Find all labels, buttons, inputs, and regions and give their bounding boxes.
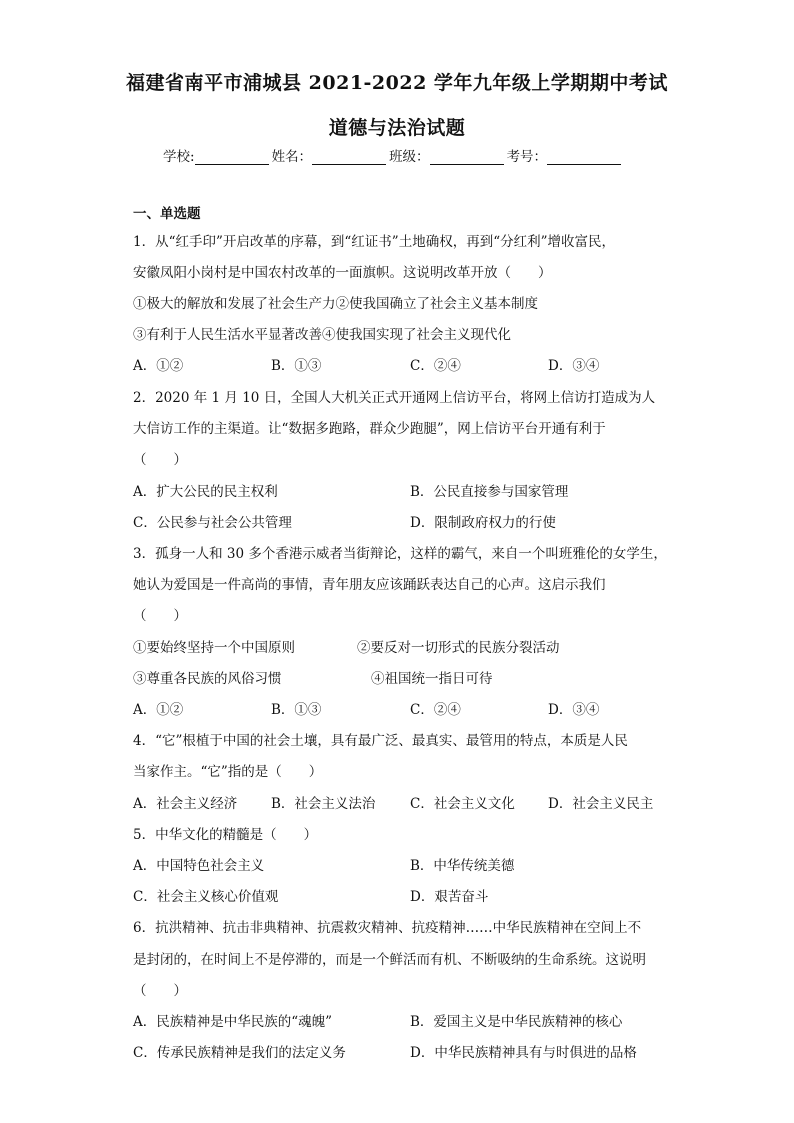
question-1-stem-line-1: 1．从“红手印”开启改革的序幕，到“红证书”土地确权，再到“分红利”增收富民，	[133, 234, 615, 250]
question-2-stem-line-3: （ ）	[133, 452, 187, 468]
exam-no-field	[507, 145, 625, 165]
question-6-stem-line-2: 是封闭的，在时间上不是停滞的，而是一个鲜活而有机、不断吸纳的生命系统。这说明	[133, 952, 646, 968]
question-3-option-d[interactable]: D．③④	[548, 702, 600, 718]
exam-subtitle: 道德与法治试题	[328, 117, 466, 139]
question-3-statement-2: ②要反对一切形式的民族分裂活动	[357, 640, 560, 656]
question-5-stem-line-1: 5．中华文化的精髓是（ ）	[133, 827, 318, 843]
school-field	[163, 145, 272, 165]
question-4-option-a[interactable]: A．社会主义经济	[133, 796, 238, 812]
question-3-stem-line-1: 3．孤身一人和 30 多个香港示威者当街辩论，这样的霸气，来自一个叫班雅伦的女学生，	[133, 546, 667, 562]
question-6-option-c[interactable]: C．传承民族精神是我们的法定义务	[133, 1045, 346, 1061]
question-2-stem-line-2: 大信访工作的主渠道。让“数据多跑路，群众少跑腿”，网上信访平台开通有利于	[133, 421, 606, 437]
school-blank[interactable]	[195, 150, 269, 165]
class-field	[389, 145, 507, 165]
question-3-statement-3: ③尊重各民族的风俗习惯	[133, 671, 282, 687]
question-4-option-c[interactable]: C．社会主义文化	[410, 796, 515, 812]
section-heading: 一、单选题	[133, 206, 201, 222]
question-3-stem-line-2: 她认为爱国是一件高尚的事情，青年朋友应该踊跃表达自己的心声。这启示我们	[133, 577, 606, 593]
question-6-option-a[interactable]: A．民族精神是中华民族的“魂魄”	[133, 1014, 333, 1030]
student-info-row	[163, 145, 624, 165]
name-label: 姓名：	[271, 149, 313, 165]
question-2-option-c[interactable]: C．公民参与社会公共管理	[133, 515, 292, 531]
question-2-stem-line-1: 2．2020 年 1 月 10 日，全国人大机关正式开通网上信访平台，将网上信访打造成为人	[133, 390, 656, 406]
question-1-option-b[interactable]: B．①③	[271, 358, 322, 374]
question-3-stem-line-3: （ ）	[133, 608, 187, 624]
name-field	[272, 145, 390, 165]
exam-no-blank[interactable]	[547, 150, 621, 165]
question-2-option-a[interactable]: A．扩大公民的民主权利	[133, 484, 278, 500]
exam-title: 福建省南平市浦城县 2021-2022 学年九年级上学期期中考试	[126, 72, 668, 94]
question-3-option-a[interactable]: A．①②	[133, 702, 184, 718]
question-2-option-d[interactable]: D．限制政府权力的行使	[410, 515, 556, 531]
class-label: 班级：	[389, 149, 430, 165]
question-6-stem-line-3: （ ）	[133, 983, 187, 999]
question-5-option-a[interactable]: A．中国特色社会主义	[133, 858, 265, 874]
question-3-option-b[interactable]: B．①③	[271, 702, 322, 718]
question-5-option-d[interactable]: D．艰苦奋斗	[410, 889, 489, 905]
question-3-option-c[interactable]: C．②④	[410, 702, 461, 718]
question-1-option-c[interactable]: C．②④	[410, 358, 461, 374]
question-1-statement-2: ③有利于人民生活水平显著改善④使我国实现了社会主义现代化	[133, 327, 511, 343]
question-6-stem-line-1: 6．抗洪精神、抗击非典精神、抗震救灾精神、抗疫精神……中华民族精神在空间上不	[133, 920, 642, 936]
name-blank[interactable]	[312, 150, 386, 165]
question-2-option-b[interactable]: B．公民直接参与国家管理	[410, 484, 569, 500]
class-blank[interactable]	[430, 150, 504, 165]
question-1-option-a[interactable]: A．①②	[133, 358, 184, 374]
question-1-statement-1: ①极大的解放和发展了社会生产力②使我国确立了社会主义基本制度	[133, 296, 538, 312]
school-label: 学校:	[163, 149, 195, 165]
question-4-stem-line-2: 当家作主。“它”指的是（ ）	[133, 764, 323, 780]
question-4-option-b[interactable]: B．社会主义法治	[271, 796, 376, 812]
question-6-option-b[interactable]: B．爱国主义是中华民族精神的核心	[410, 1014, 623, 1030]
question-5-option-c[interactable]: C．社会主义核心价值观	[133, 889, 279, 905]
question-3-statement-4: ④祖国统一指日可待	[371, 671, 493, 687]
question-1-option-d[interactable]: D．③④	[548, 358, 600, 374]
question-4-stem-line-1: 4．“它”根植于中国的社会土壤，具有最广泛、最真实、最管用的特点，本质是人民	[133, 733, 628, 749]
question-5-option-b[interactable]: B．中华传统美德	[410, 858, 515, 874]
question-6-option-d[interactable]: D．中华民族精神具有与时俱进的品格	[410, 1045, 637, 1061]
exam-no-label: 考号：	[506, 149, 548, 165]
question-3-statement-1: ①要始终坚持一个中国原则	[133, 640, 295, 656]
question-4-option-d[interactable]: D．社会主义民主	[548, 796, 654, 812]
question-1-stem-line-2: 安徽凤阳小岗村是中国农村改革的一面旗帜。这说明改革开放（ ）	[133, 265, 552, 281]
